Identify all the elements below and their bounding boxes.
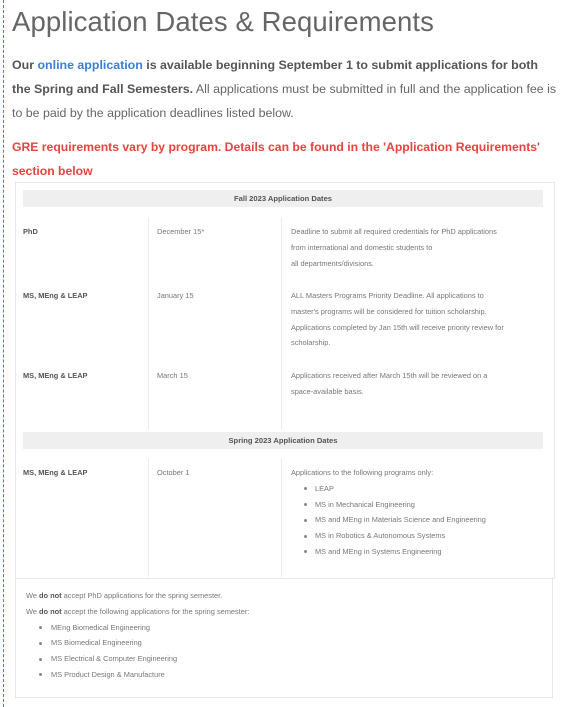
column-divider — [281, 217, 282, 430]
list-item: MS in Robotics & Autonomous Systems — [291, 528, 546, 544]
note-programs-line: We do not accept the following applications for the spring semester: — [26, 606, 250, 616]
fall-row-3-date: March 15 — [157, 371, 188, 380]
column-divider — [148, 217, 149, 430]
fall-row-1-date: December 15* — [157, 227, 205, 236]
list-item: MS and MEng in Systems Engineering — [291, 544, 546, 560]
spring-row-intro: Applications to the following programs only: — [291, 468, 434, 477]
intro-bold-text: is available beginning September 1 to submit applications for both the Spring and Fall Semesters. — [12, 58, 538, 96]
intro-text: All applications must be submitted in full and the application fee is to be paid by the application deadlines listed below. — [12, 82, 557, 120]
excluded-program-list — [26, 620, 249, 683]
spring-row-program: MS, MEng & LEAP — [23, 468, 88, 477]
list-item: MEng Biomedical Engineering — [26, 620, 249, 636]
spring-section-header: Spring 2023 Application Dates — [23, 432, 543, 449]
fall-row-3-program: MS, MEng & LEAP — [23, 371, 88, 380]
list-item: LEAP — [291, 481, 546, 497]
gre-notice: GRE requirements vary by program. Details can be found in the 'Application Requirements' section below — [12, 140, 540, 178]
column-divider — [148, 459, 149, 577]
list-item: MS Electrical & Computer Engineering — [26, 651, 249, 667]
fall-row-1-description: Deadline to submit all required credentials for PhD applications from international and domestic students to all departments/divisions. — [291, 227, 497, 268]
spring-program-list — [291, 481, 546, 560]
fall-row-2-program: MS, MEng & LEAP — [23, 291, 88, 300]
list-item: MS in Mechanical Engineering — [291, 497, 546, 513]
dates-table — [15, 182, 555, 579]
list-item: MS Product Design & Manufacture — [26, 667, 249, 683]
fall-section-header: Fall 2023 Application Dates — [23, 190, 543, 207]
spring-exclusions-note — [15, 577, 553, 698]
note-phd-line: We do not accept PhD applications for the spring semester. — [26, 591, 223, 600]
intro-paragraph — [12, 53, 558, 125]
page-title: Application Dates & Requirements — [12, 6, 435, 37]
fall-row-2-date: January 15 — [157, 291, 194, 300]
list-item: MS Biomedical Engineering — [26, 635, 249, 651]
fall-row-1-program: PhD — [23, 227, 38, 236]
online-application-link[interactable]: online application — [37, 58, 143, 72]
fall-row-3-description: Applications received after March 15th will be reviewed on a space-available basis. — [291, 371, 488, 396]
list-item: MS and MEng in Materials Science and Engineering — [291, 512, 546, 528]
dashed-left-border — [3, 0, 4, 707]
fall-row-2-description: ALL Masters Programs Priority Deadline. All applications to master's programs will be considered for tuition scholarship. Applications completed by Jan 15th will receive priority review for scholarship. — [291, 291, 504, 348]
spring-row-description — [291, 465, 546, 560]
intro-prefix: Our — [12, 58, 38, 72]
spring-row-date: October 1 — [157, 468, 190, 477]
content — [12, 0, 558, 679]
column-divider — [281, 459, 282, 577]
